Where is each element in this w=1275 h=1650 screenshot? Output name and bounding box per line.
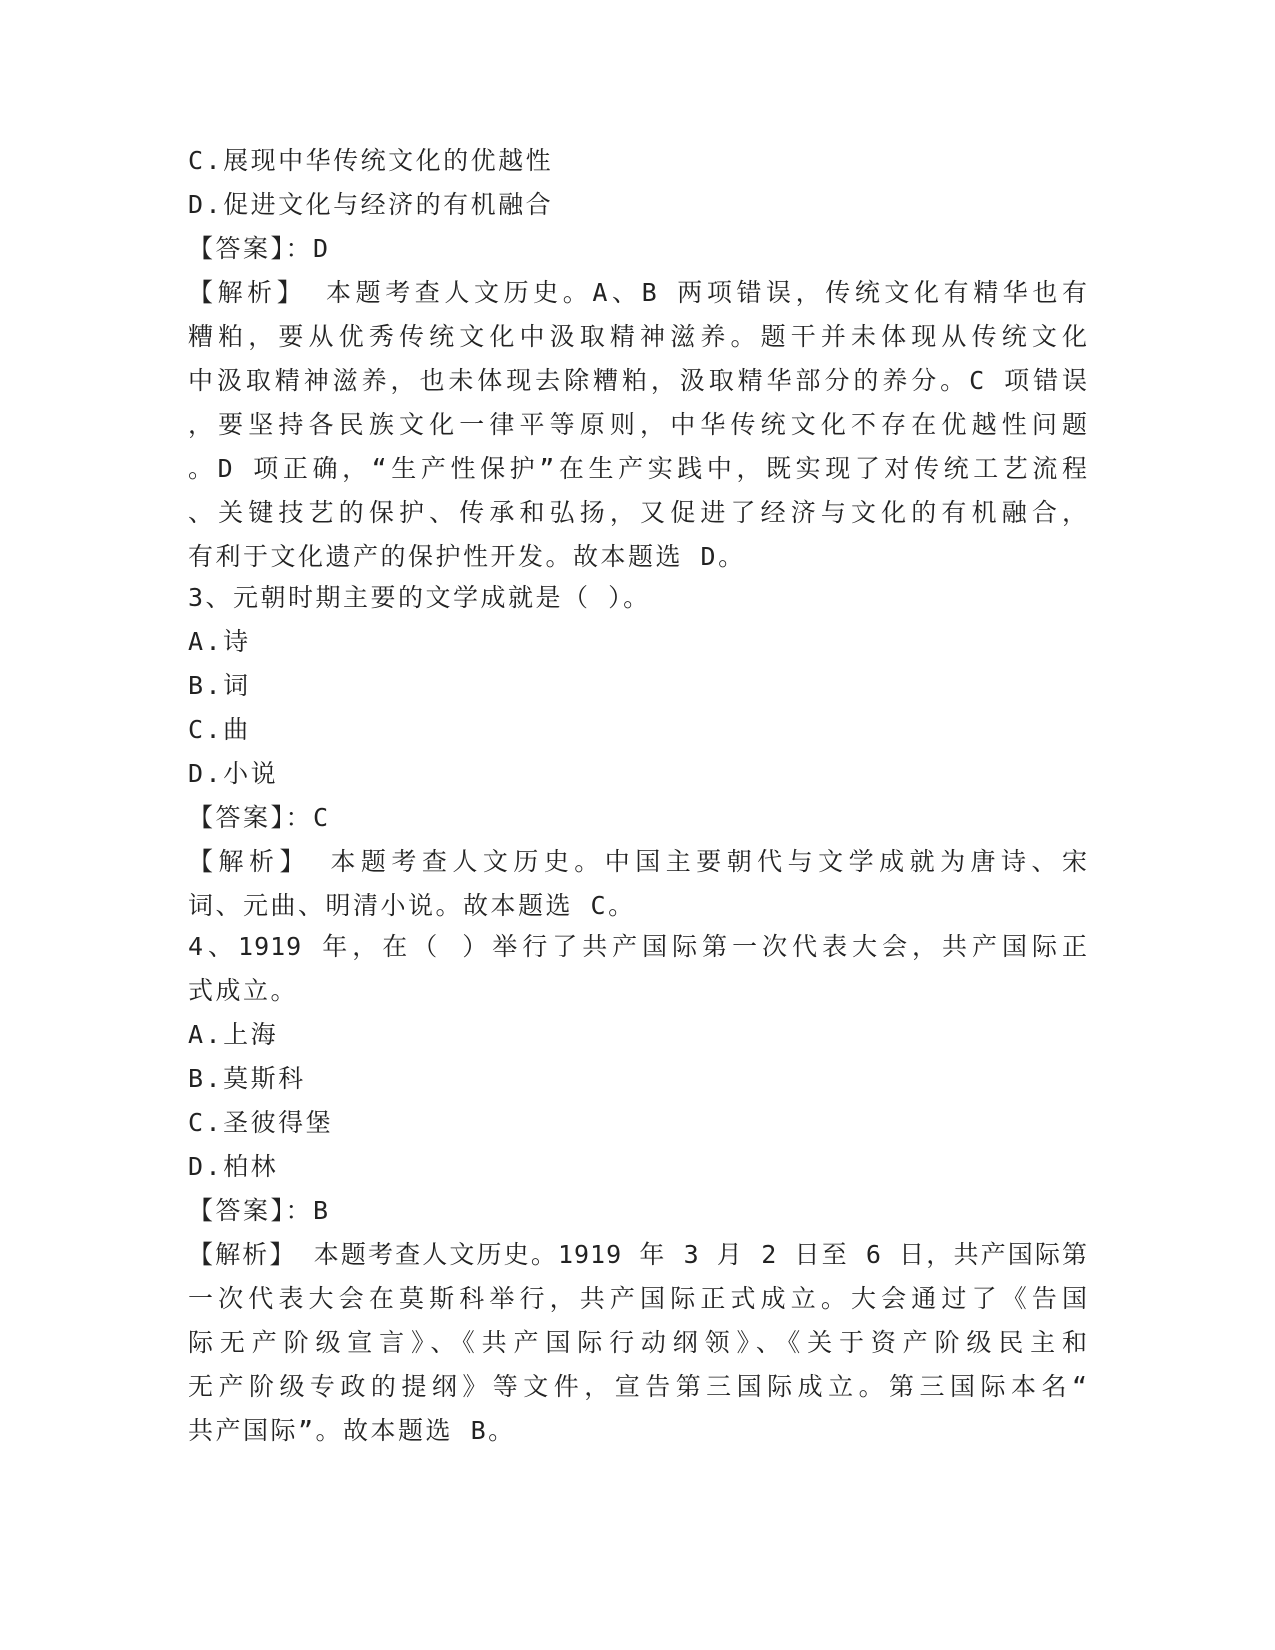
option-b: B.词 xyxy=(188,671,251,700)
analysis-line: 一次代表大会在莫斯科举行，共产国际正式成立。大会通过了《告国 xyxy=(188,1284,1088,1313)
analysis-line: 【解析】 本题考查人文历史。1919 年 3 月 2 日至 6 日，共产国际第 xyxy=(188,1240,1088,1269)
question-3 xyxy=(188,576,1088,928)
question-text: 式成立。 xyxy=(188,976,299,1005)
option-d: D.柏林 xyxy=(188,1152,279,1181)
analysis-line: 【解析】 本题考查人文历史。A、B 两项错误，传统文化有精华也有 xyxy=(188,278,1088,307)
option-c: C.展现中华传统文化的优越性 xyxy=(188,146,554,175)
question-text: 3、元朝时期主要的文学成就是（ ）。 xyxy=(188,583,651,612)
option-a: A.诗 xyxy=(188,627,251,656)
answer: 【答案】：D xyxy=(188,234,331,263)
option-a: A.上海 xyxy=(188,1020,279,1049)
question-text: 4、1919 年，在（ ）举行了共产国际第一次代表大会，共产国际正 xyxy=(188,932,1088,961)
analysis-line: 共产国际”。故本题选 B。 xyxy=(188,1416,516,1445)
analysis-line: 、关键技艺的保护、传承和弘扬，又促进了经济与文化的有机融合， xyxy=(188,498,1088,527)
answer: 【答案】：C xyxy=(188,803,331,832)
analysis-line: 无产阶级专政的提纲》等文件，宣告第三国际成立。第三国际本名“ xyxy=(188,1372,1088,1401)
option-c: C.曲 xyxy=(188,715,251,744)
answer: 【答案】：B xyxy=(188,1196,331,1225)
analysis-line: ，要坚持各民族文化一律平等原则，中华传统文化不存在优越性问题 xyxy=(188,410,1088,439)
analysis-line: 糟粕，要从优秀传统文化中汲取精神滋养。题干并未体现从传统文化 xyxy=(188,322,1088,351)
option-b: B.莫斯科 xyxy=(188,1064,306,1093)
analysis-line: 。D 项正确，“生产性保护”在生产实践中，既实现了对传统工艺流程 xyxy=(188,454,1088,483)
analysis-line: 际无产阶级宣言》、《共产国际行动纲领》、《关于资产阶级民主和 xyxy=(188,1328,1088,1357)
analysis-line: 有利于文化遗产的保护性开发。故本题选 D。 xyxy=(188,542,746,571)
option-d: D.小说 xyxy=(188,759,279,788)
analysis-line: 【解析】 本题考查人文历史。中国主要朝代与文学成就为唐诗、宋 xyxy=(188,847,1088,876)
analysis-line: 词、元曲、明清小说。故本题选 C。 xyxy=(188,891,636,920)
analysis-line: 中汲取精神滋养，也未体现去除糟粕，汲取精华部分的养分。C 项错误 xyxy=(188,366,1088,395)
option-d: D.促进文化与经济的有机融合 xyxy=(188,190,554,219)
question-2-tail xyxy=(188,139,1088,579)
question-4 xyxy=(188,925,1088,1453)
option-c: C.圣彼得堡 xyxy=(188,1108,334,1137)
